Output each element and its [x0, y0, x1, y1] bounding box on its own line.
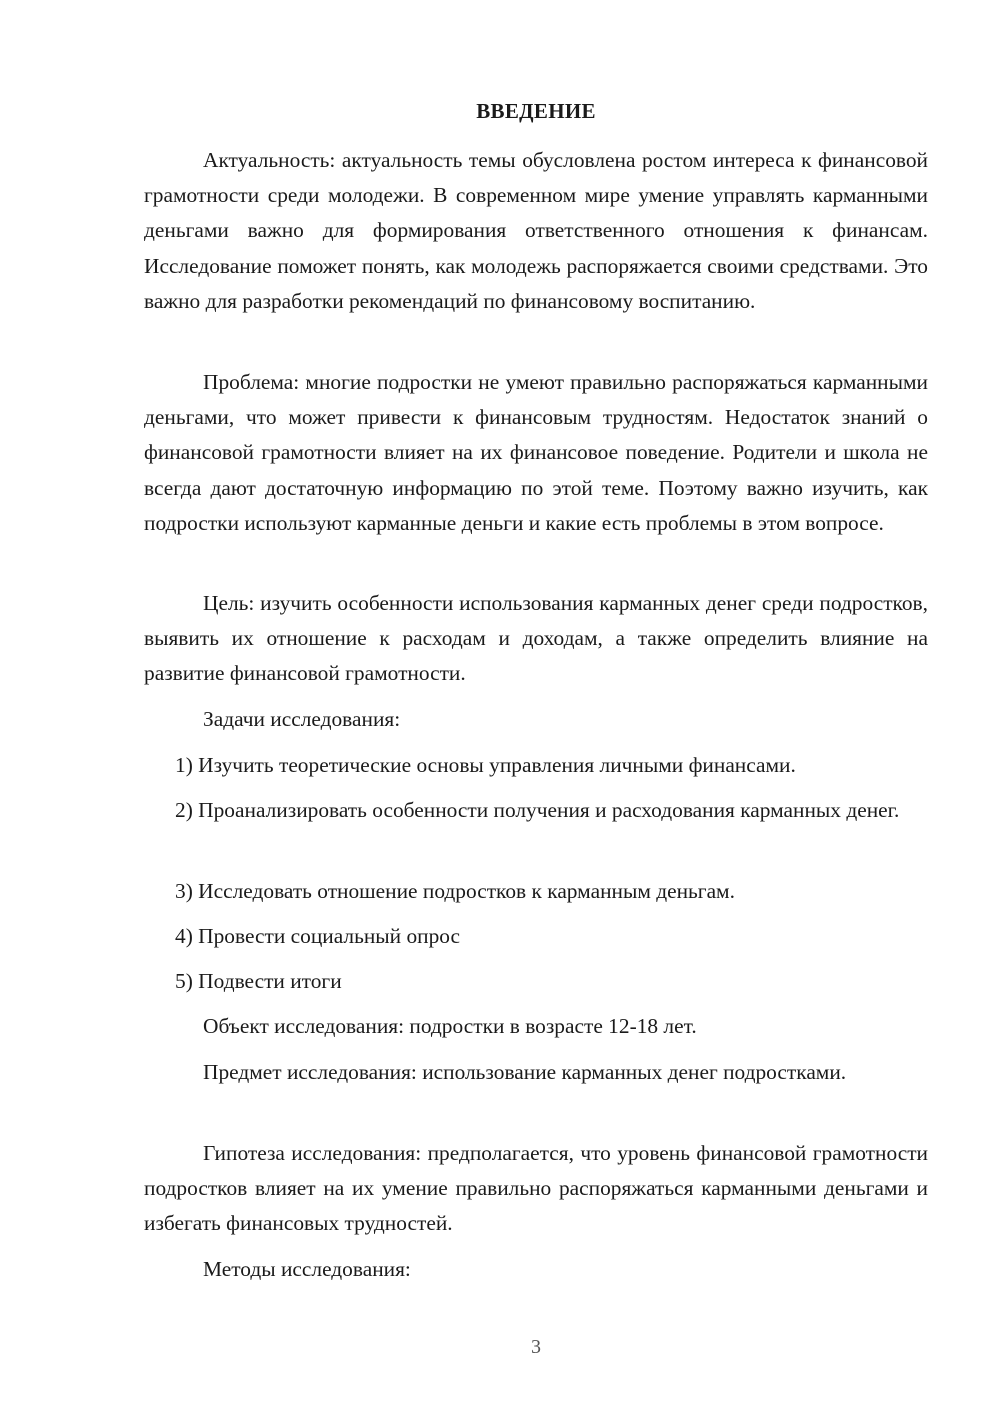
document-page — [144, 0, 928, 1414]
subject-paragraph: Предмет исследования: использование карманных денег подростками. — [203, 1060, 847, 1084]
problem-paragraph: Проблема: многие подростки не умеют правильно распоряжаться карманными деньгами, что может привести к финансовым трудностям. Недостаток знаний о финансовой грамотности влияет на их финансовое поведение. Родители и школа не всегда дают достаточную информацию по этой теме. Поэтому важно изучить, как подростки используют карманные деньги и какие есть проблемы в этом вопросе. — [144, 370, 928, 535]
task-item-5: 5) Подвести итоги — [175, 969, 342, 993]
hypothesis-paragraph: Гипотеза исследования: предполагается, что уровень финансовой грамотности подростков влияет на их умение правильно распоряжаться карманными деньгами и избегать финансовых трудностей. — [144, 1141, 928, 1236]
task-item-2: 2) Проанализировать особенности получения и расходования карманных денег. — [175, 798, 900, 822]
page-title: ВВЕДЕНИЕ — [476, 99, 596, 123]
relevance-paragraph: Актуальность: актуальность темы обусловлена ростом интереса к финансовой грамотности среди молодежи. В современном мире умение управлять карманными деньгами важно для формирования ответственного отношения к финансам. Исследование поможет понять, как молодежь распоряжается своими средствами. Это важно для разработки рекомендаций по финансовому воспитанию. — [144, 148, 928, 313]
page-number: 3 — [531, 1336, 541, 1358]
object-paragraph: Объект исследования: подростки в возрасте 12-18 лет. — [203, 1014, 697, 1038]
task-item-3: 3) Исследовать отношение подростков к карманным деньгам. — [175, 879, 735, 903]
goal-paragraph: Цель: изучить особенности использования карманных денег среди подростков, выявить их отношение к расходам и доходам, а также определить влияние на развитие финансовой грамотности. — [144, 591, 928, 686]
methods-heading: Методы исследования: — [203, 1257, 411, 1281]
task-item-4: 4) Провести социальный опрос — [175, 924, 461, 948]
tasks-heading: Задачи исследования: — [203, 707, 401, 731]
task-item-1: 1) Изучить теоретические основы управления личными финансами. — [175, 753, 796, 777]
